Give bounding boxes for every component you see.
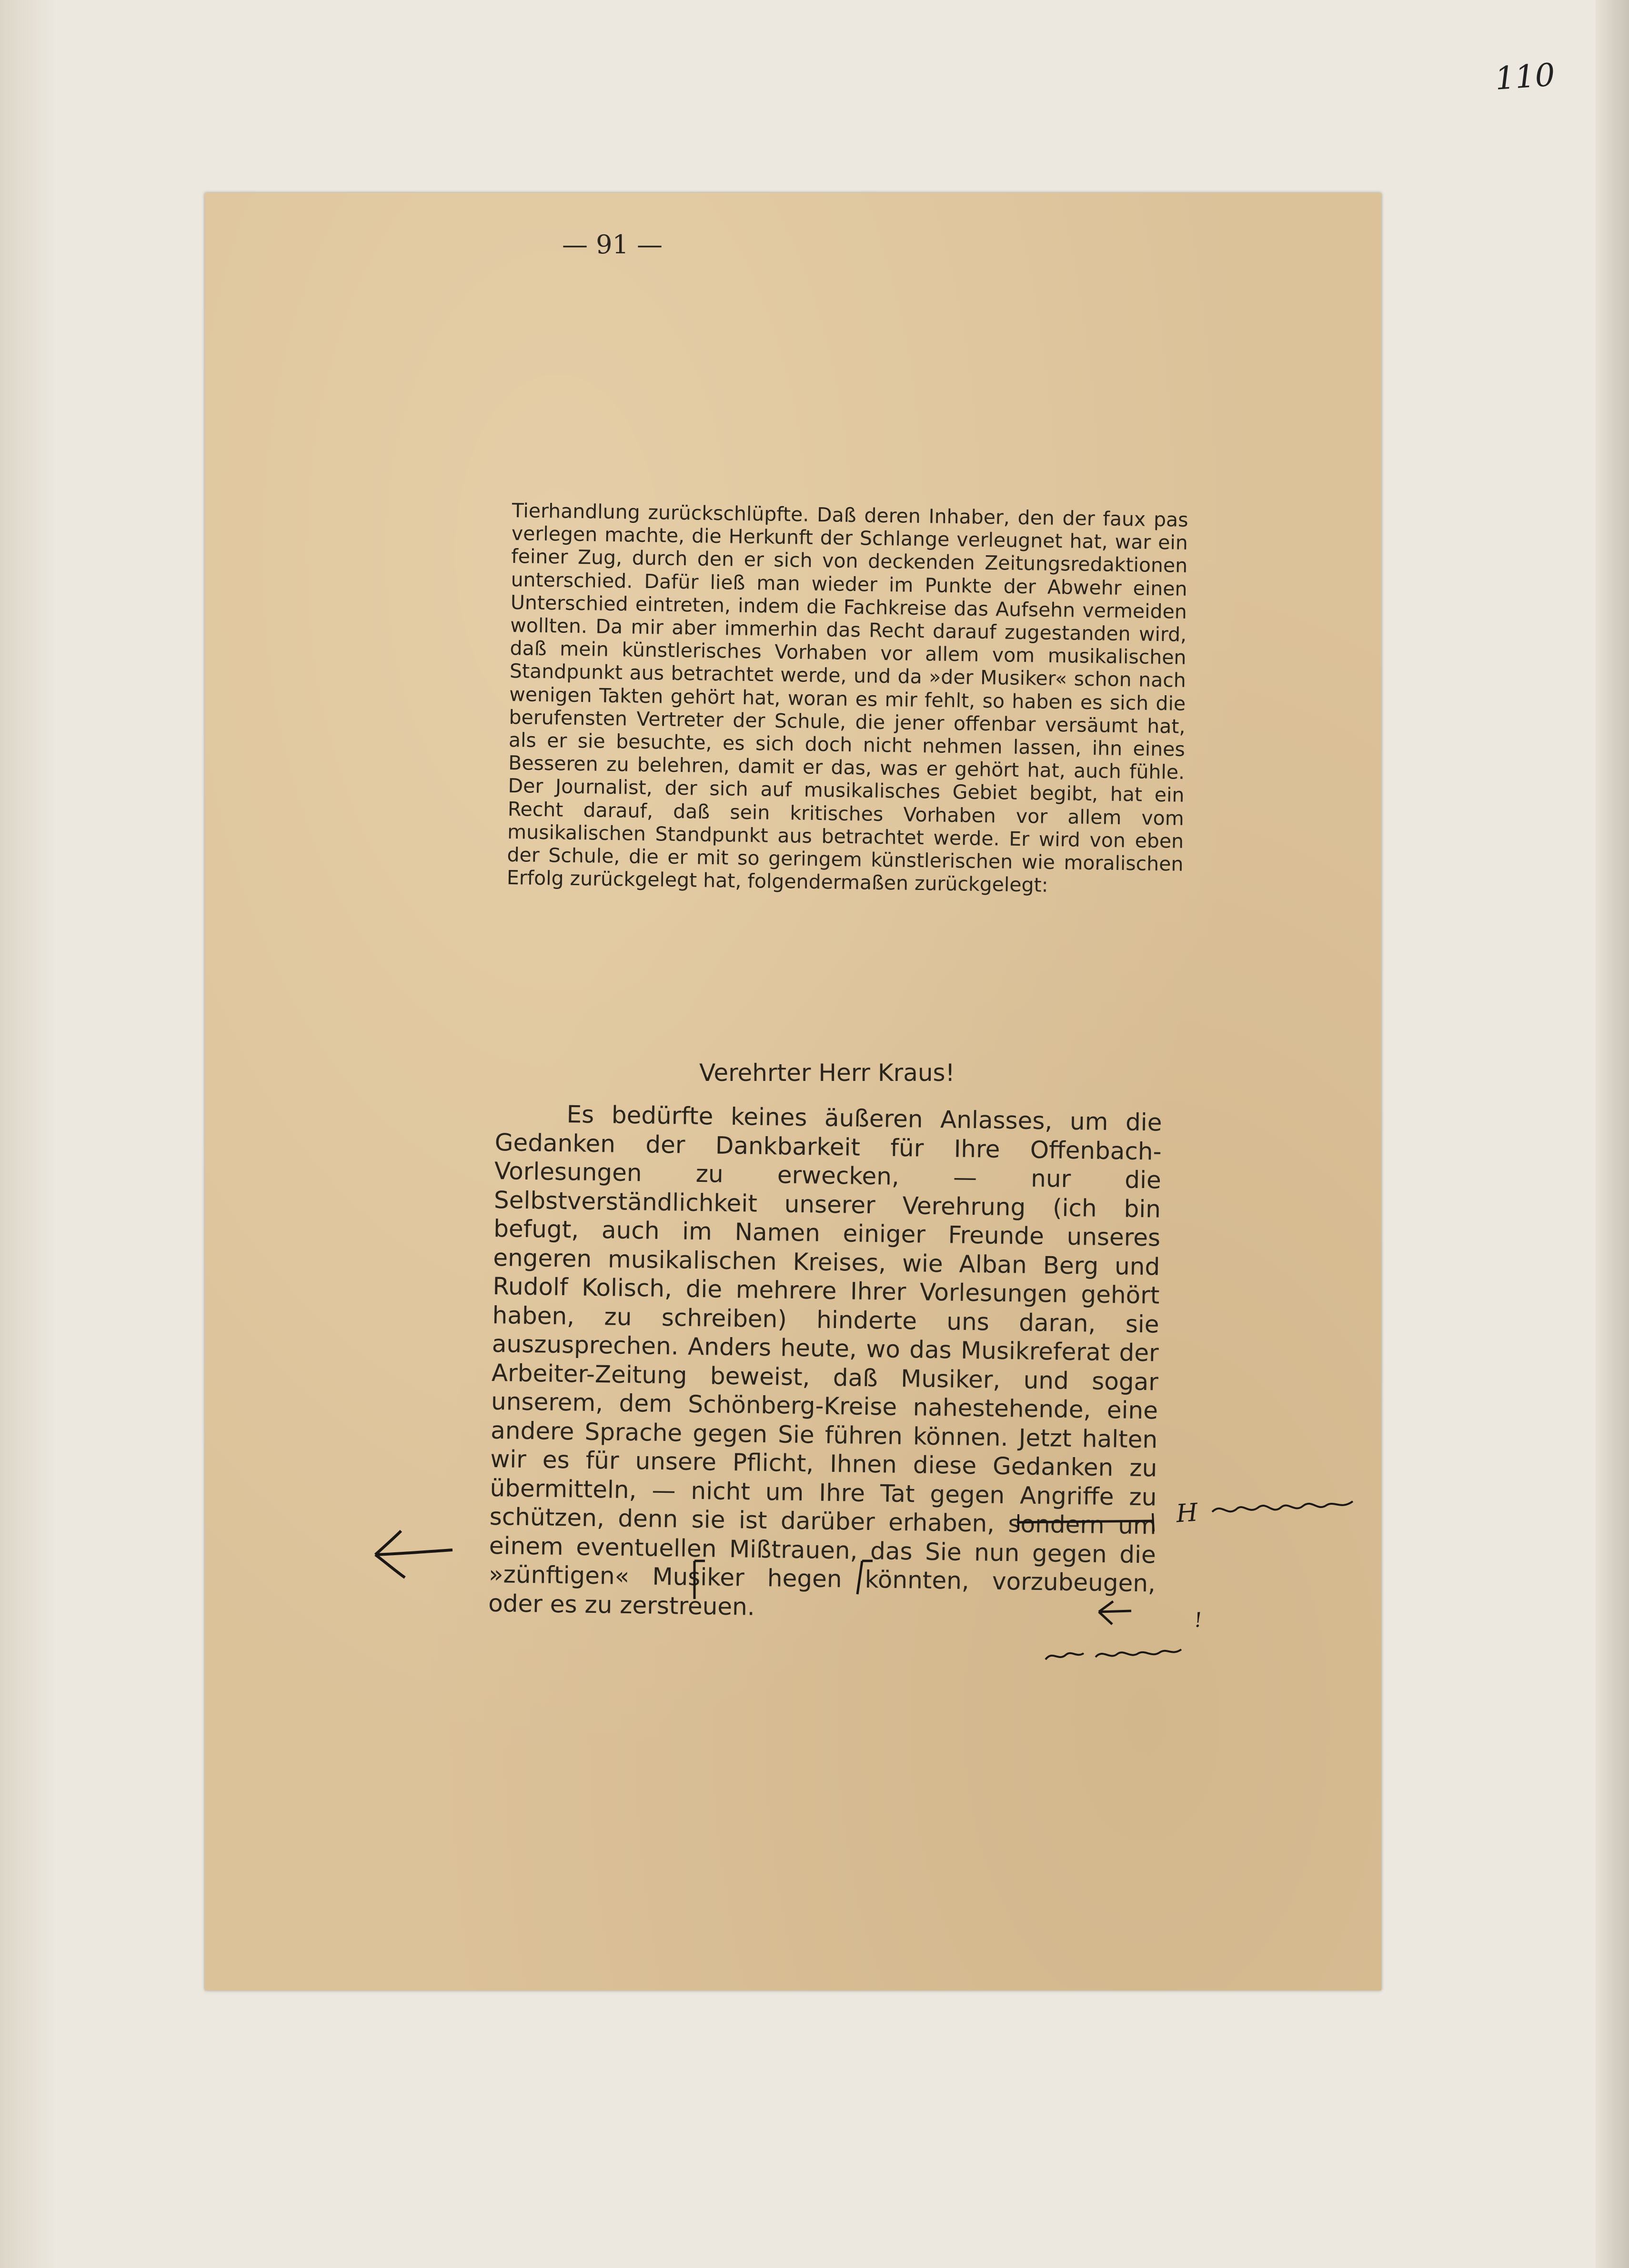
letter-salutation: Verehrter Herr Kraus! (699, 1059, 955, 1087)
strikethrough-mark (1015, 1510, 1157, 1534)
album-page-edge (1596, 0, 1629, 2268)
bottom-handwritten-note: ! (1193, 1608, 1204, 1632)
bottom-handwriting-scribble (1043, 1633, 1196, 1671)
left-margin-arrow-icon (367, 1521, 462, 1583)
insertion-arrow-icon (1093, 1598, 1136, 1631)
body-paragraph: Tierhandlung zurückschlüpfte. Daß deren Inhaber, den der faux pas verlegen machte, die Herkunft der Schlange verleugnet hat, war ein feiner Zug, durch den er sich von deckenden Zeitungsredaktionen unterschied. Dafür ließ man wieder im Punkte der Abwehr einen Unterschied eintreten, indem die Fachkreise das Aufsehn vermeiden wollten. Da mir aber immerhin das Recht darauf zugestanden wird, daß mein künstlerisches Vorhaben vor allem vom musikalischen Standpunkt aus betrachtet werde, und da »der Musiker« schon nach wenigen Takten gehört hat, woran es mir fehlt, so haben es sich die berufensten Vertreter der Schule, die jener offenbar versäumt hat, als er sie besuchte, es sich doch nicht nehmen lassen, ihn eines Besseren zu belehren, damit er das, was er gehört hat, auch fühle. Der Journalist, der sich auf musikalisches Gebiet begibt, hat ein Recht darauf, daß sein kritisches Vorhaben vor allem vom musikalischen Standpunkt aus betrachtet werde. Er wird von eben der Schule, die er mit so geringem künstlerischen wie moralischen Erfolg zurückgelegt hat, folgendermaßen zurückgelegt: (506, 499, 1188, 897)
folio-number: 110 (1494, 56, 1557, 97)
letter-body: Es bedürfte keines äußeren Anlasses, um die Gedanken der Dankbarkeit für Ihre Offenbach-Vorlesungen zu erwecken, — nur die Selbstverständlichkeit unserer Verehrung (ich bin befugt, auch im Namen einiger Freunde unseres engeren musikalischen Kreises, wie Alban Berg und Rudolf Kolisch, die mehrere Ihrer Vorlesungen gehört haben, zu schreiben) hinderte uns daran, sie auszusprechen. Anders heute, wo das Musikreferat der Arbeiter-Zeitung beweist, daß Musiker, und sogar unserem, dem Schönberg-Kreise nahestehende, eine andere Sprache gegen Sie führen können. Jetzt halten wir es für unsere Pflicht, Ihnen diese Gedanken zu übermitteln, — nicht um Ihre Tat gegen Angriffe zu schützen, denn sie ist darüber erhaben, sondern um einem eventuellen Mißtrauen, das Sie nun gegen die »zünftigen« Musiker hegen könnten, vorzubeugen, oder es zu zerstreuen. (488, 1100, 1162, 1621)
insertion-bracket-marks (686, 1556, 934, 1604)
margin-handwriting-scribble (1210, 1488, 1362, 1526)
printed-page-number: — 91 — (562, 230, 663, 260)
margin-handwritten-note: H (1175, 1498, 1199, 1529)
album-gutter-shadow (0, 0, 57, 2268)
